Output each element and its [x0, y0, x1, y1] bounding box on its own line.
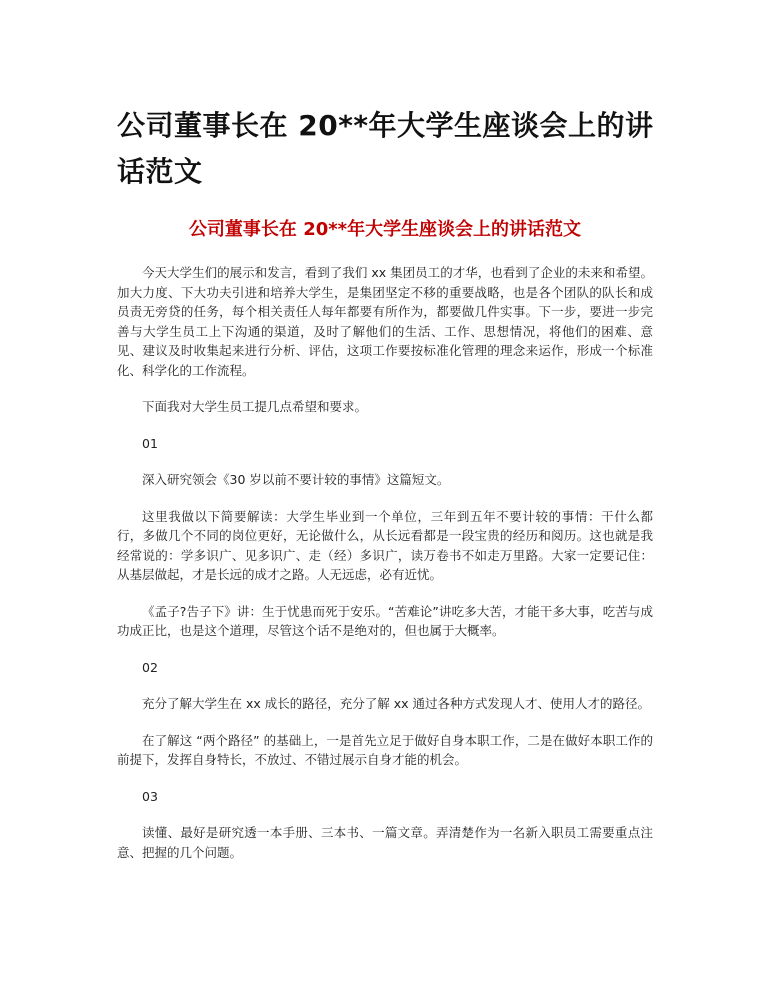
- paragraph-hopes: 下面我对大学生员工提几点希望和要求。: [142, 399, 368, 414]
- section-number-02: 02: [142, 659, 158, 675]
- paragraph-study-essay: 深入研究领会《30 岁以前不要计较的事情》这篇短文。: [142, 472, 450, 487]
- paragraph-growth-path: 充分了解大学生在 xx 成长的路径，充分了解 xx 通过各种方式发现人才、使用人才的路径。: [142, 696, 650, 711]
- document-subtitle: 公司董事长在 20**年大学生座谈会上的讲话范文: [188, 219, 582, 240]
- paragraph-mencius: 《孟子?告子下》讲：生于忧患而死于安乐。“苦难论”讲吃多大苦，才能干多大事，吃苦与成功成正比，也是这个道理，尽管这个话不是绝对的，但也属于大概率。: [117, 603, 653, 638]
- paragraph-reading: 读懂、最好是研究透一本手册、三本书、一篇文章。弄清楚作为一名新入职员工需要重点注意、把握的几个问题。: [117, 825, 653, 860]
- section-number-01: 01: [142, 435, 158, 451]
- section-number-03: 03: [142, 788, 158, 804]
- paragraph-interpretation: 这里我做以下简要解读：大学生毕业到一个单位，三年到五年不要计较的事情：干什么都行，多做几个不同的岗位更好，无论做什么，从长远看都是一段宝贵的经历和阅历。这也就是我经常说的：学多识广、见多识广、走（经）多识广，读万卷书不如走万里路。大家一定要记住：从基层做起，才是长远的成才之路。人无远虑，必有近忧。: [117, 508, 653, 582]
- paragraph-two-paths: 在了解这 “两个路径” 的基础上，一是首先立足于做好自身本职工作，二是在做好本职工作的前提下，发挥自身特长，不放过、不错过展示自身才能的机会。: [117, 732, 653, 767]
- paragraph-intro: 今天大学生们的展示和发言，看到了我们 xx 集团员工的才华，也看到了企业的未来和希望。加大力度、下大功夫引进和培养大学生，是集团坚定不移的重要战略，也是各个团队的队长和成员责无旁贷的任务，每个相关责任人每年都要有所作为，都要做几件实事。下一步，要进一步完善与大学生员工上下沟通的渠道，及时了解他们的生活、工作、思想情况，将他们的困难、意见、建议及时收集起来进行分析、评估，这项工作要按标准化管理的理念来运作，形成一个标准化、科学化的工作流程。: [117, 265, 653, 378]
- document-title: 公司董事长在 20**年大学生座谈会上的讲话范文: [117, 109, 654, 188]
- document-body: [117, 263, 653, 879]
